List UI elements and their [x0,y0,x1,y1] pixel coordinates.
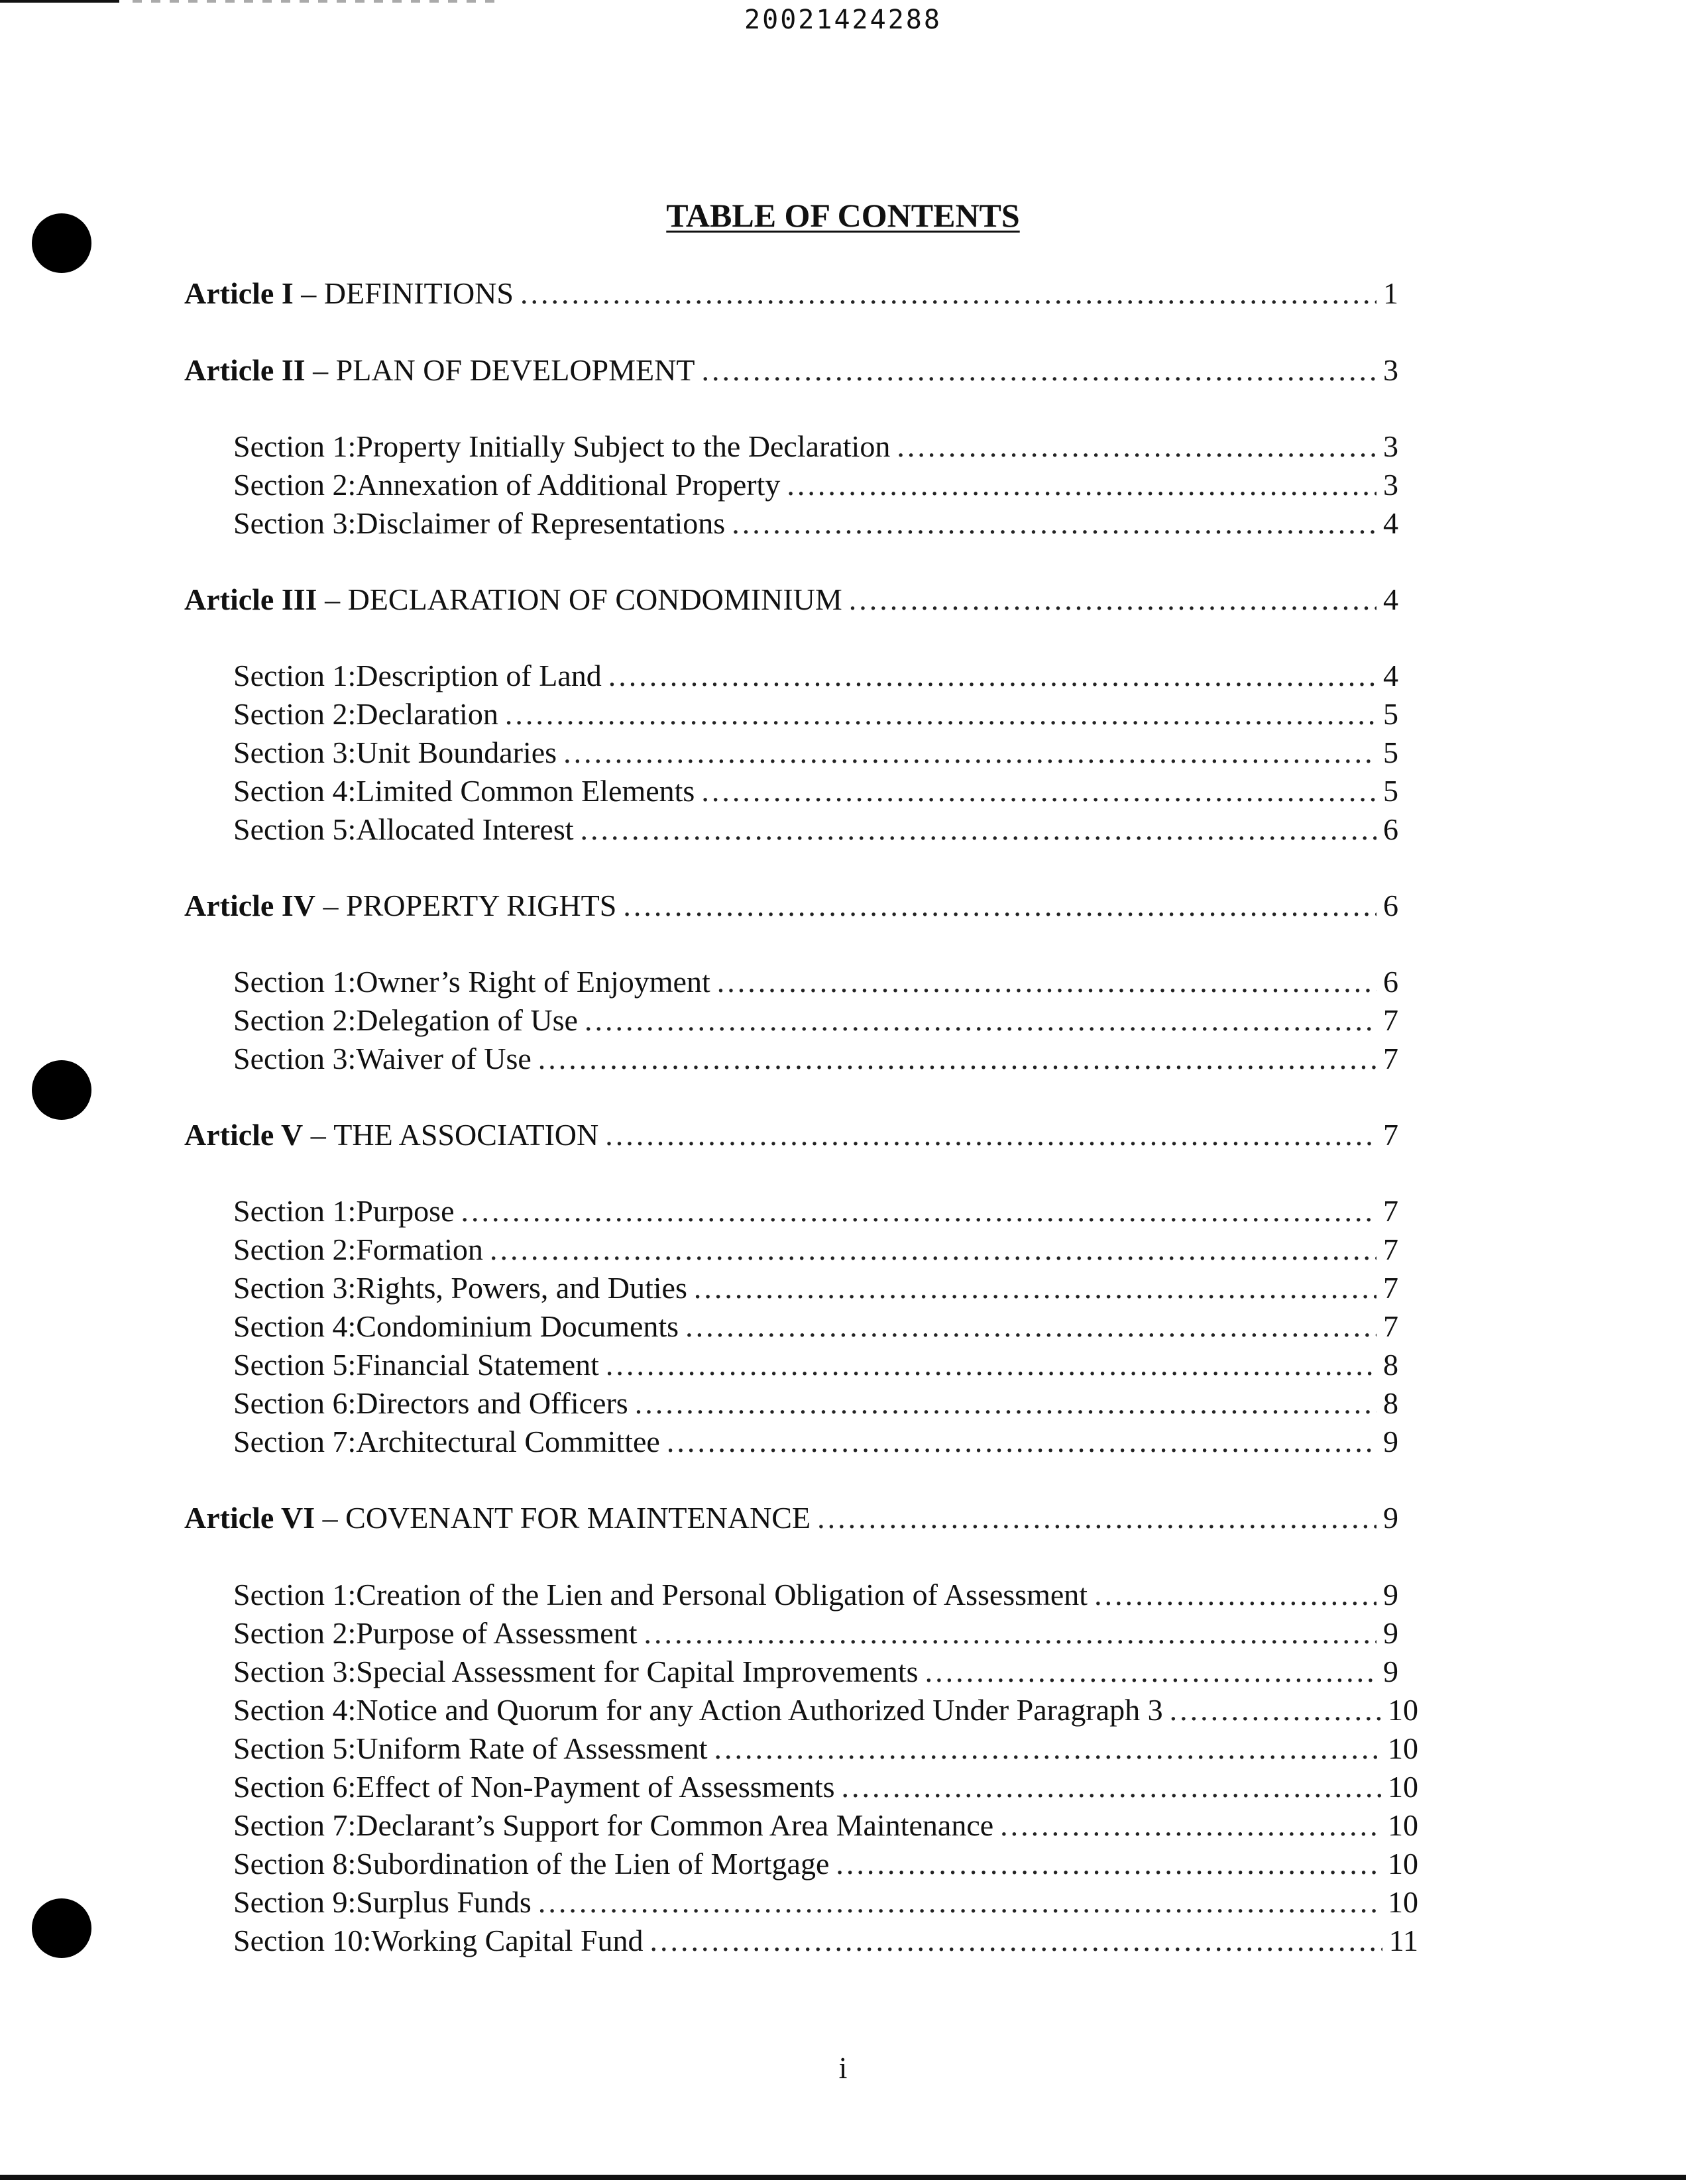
page-ref: 10 [1388,1770,1418,1804]
section-label: Section 1: [233,659,357,692]
article-number: Article III [184,582,317,616]
section-title: Disclaimer of Representations [356,506,726,540]
toc-section [233,1691,1418,1729]
document-id: 20021424288 [744,5,942,35]
section-title: Working Capital Fund [371,1924,644,1957]
section-label: Section 4: [233,1693,357,1727]
toc-section [233,1040,1398,1078]
dot-leader [817,1499,1377,1537]
toc-section [233,1845,1418,1883]
dot-leader [538,1883,1381,1922]
page-ref: 5 [1383,736,1398,769]
toc-section [233,1806,1418,1845]
page-ref: 7 [1383,1309,1398,1343]
dot-leader [685,1307,1377,1346]
section-label: Section 9: [233,1885,357,1919]
dot-leader [701,772,1377,810]
section-label: Section 2: [233,1003,357,1037]
toc-article-2 [184,351,1398,390]
section-title: Allocated Interest [356,812,574,846]
dash: – [315,1501,346,1535]
toc-section [233,1192,1398,1230]
page-ref: 3 [1383,429,1398,463]
dot-leader [925,1653,1377,1691]
toc-article-6 [184,1499,1398,1537]
dot-leader [608,657,1377,695]
section-label: Section 1: [233,1194,357,1228]
dot-leader [563,734,1377,772]
section-label: Section 1: [233,965,357,999]
dot-leader [714,1729,1381,1768]
section-label: Section 1: [233,429,357,463]
punch-hole [32,1898,91,1958]
toc-section [233,1768,1418,1806]
page-ref: 7 [1383,1118,1398,1152]
toc-article-3 [184,580,1398,619]
section-label: Section 7: [233,1425,357,1458]
section-label: Section 7: [233,1808,357,1842]
article-title: DECLARATION OF CONDOMINIUM [347,582,842,616]
toc-article-1 [184,274,1398,313]
dot-leader [490,1230,1377,1269]
toc-section [233,1230,1398,1269]
toc-section [233,1423,1398,1461]
section-title: Special Assessment for Capital Improvements [356,1655,919,1688]
page-ref: 8 [1383,1348,1398,1382]
dash: – [317,582,348,616]
section-title: Uniform Rate of Assessment [356,1731,708,1765]
page-ref: 6 [1383,812,1398,846]
section-title: Property Initially Subject to the Declaration [356,429,891,463]
dot-leader [581,810,1377,849]
section-title: Formation [356,1232,483,1266]
section-title: Declaration [356,697,498,731]
article-number: Article VI [184,1501,315,1535]
section-title: Purpose [356,1194,455,1228]
article-number: Article I [184,276,294,310]
section-title: Architectural Committee [356,1425,660,1458]
section-label: Section 1: [233,1578,357,1611]
dot-leader [787,466,1377,504]
section-label: Section 10: [233,1924,372,1957]
toc-section [233,466,1398,504]
dot-leader [849,580,1377,619]
dot-leader [694,1269,1377,1307]
toc-section [233,1384,1398,1423]
toc-section [233,963,1398,1001]
article-title: PROPERTY RIGHTS [345,889,617,922]
dot-leader [635,1384,1377,1423]
article-number: Article II [184,353,306,387]
section-title: Directors and Officers [356,1386,628,1420]
toc-section [233,657,1398,695]
section-label: Section 3: [233,736,357,769]
section-title: Financial Statement [356,1348,599,1382]
page-ref: 10 [1388,1808,1418,1842]
dot-leader [1170,1691,1381,1729]
dot-leader [717,963,1377,1001]
dot-leader [461,1192,1377,1230]
page-ref: 10 [1388,1693,1418,1727]
page-ref: 9 [1383,1578,1398,1611]
page-ref: 4 [1383,506,1398,540]
dash: – [305,353,336,387]
section-title: Subordination of the Lien of Mortgage [356,1847,830,1881]
page-ref: 10 [1388,1885,1418,1919]
toc-section [233,1576,1398,1614]
dot-leader [644,1614,1377,1653]
page-ref: 3 [1383,468,1398,502]
dot-leader [897,427,1377,466]
section-label: Section 5: [233,812,357,846]
section-label: Section 3: [233,1655,357,1688]
section-label: Section 2: [233,1616,357,1650]
dash: – [293,276,324,310]
section-label: Section 8: [233,1847,357,1881]
page-ref: 7 [1383,1003,1398,1037]
section-label: Section 3: [233,1271,357,1305]
page-ref: 9 [1383,1616,1398,1650]
dot-leader [836,1845,1381,1883]
page-ref: 4 [1383,659,1398,692]
dot-leader [1094,1576,1377,1614]
toc-section [233,810,1398,849]
toc-article-5 [184,1116,1398,1154]
section-label: Section 5: [233,1348,357,1382]
article-title: PLAN OF DEVELOPMENT [335,353,695,387]
section-title: Unit Boundaries [356,736,557,769]
toc-section [233,1653,1398,1691]
dot-leader [605,1116,1377,1154]
dot-leader [606,1346,1377,1384]
toc-section [233,1307,1398,1346]
article-title: COVENANT FOR MAINTENANCE [345,1501,811,1535]
toc-section [233,427,1398,466]
article-number: Article V [184,1118,304,1152]
section-title: Owner’s Right of Enjoyment [356,965,710,999]
section-label: Section 2: [233,697,357,731]
section-label: Section 2: [233,1232,357,1266]
dash: – [315,889,346,922]
page-ref: 10 [1388,1847,1418,1881]
page-ref: 4 [1383,582,1398,616]
dot-leader [701,351,1377,390]
toc-title: TABLE OF CONTENTS [666,197,1020,234]
article-number: Article IV [184,889,315,922]
toc-section [233,1922,1418,1960]
page-ref: 9 [1383,1425,1398,1458]
toc-section [233,1346,1398,1384]
page-ref: 9 [1383,1655,1398,1688]
toc-section [233,734,1398,772]
page-ref: 5 [1383,774,1398,808]
dot-leader [842,1768,1381,1806]
section-title: Condominium Documents [356,1309,679,1343]
dot-leader [650,1922,1382,1960]
section-title: Description of Land [356,659,602,692]
dot-leader [505,695,1377,734]
section-title: Creation of the Lien and Personal Obligation of Assessment [356,1578,1088,1611]
toc-section [233,504,1398,543]
page-number: i [838,2051,848,2085]
section-title: Notice and Quorum for any Action Authorized Under Paragraph 3 [356,1693,1163,1727]
dot-leader [585,1001,1377,1040]
page-ref: 6 [1383,965,1398,999]
section-label: Section 3: [233,1042,357,1075]
dot-leader [623,887,1377,925]
section-label: Section 4: [233,1309,357,1343]
toc-section [233,1883,1418,1922]
page-ref: 7 [1383,1194,1398,1228]
page-ref: 9 [1383,1501,1398,1535]
article-title: THE ASSOCIATION [333,1118,599,1152]
page-ref: 3 [1383,353,1398,387]
page-ref: 6 [1383,889,1398,922]
page-ref: 7 [1383,1042,1398,1075]
article-title: DEFINITIONS [323,276,514,310]
section-title: Surplus Funds [356,1885,532,1919]
toc-section [233,695,1398,734]
page-ref: 10 [1388,1731,1418,1765]
section-title: Effect of Non-Payment of Assessments [356,1770,835,1804]
dash: – [303,1118,334,1152]
page-ref: 5 [1383,697,1398,731]
section-title: Annexation of Additional Property [356,468,781,502]
section-label: Section 6: [233,1386,357,1420]
section-title: Rights, Powers, and Duties [356,1271,687,1305]
toc-section [233,1001,1398,1040]
dot-leader [520,274,1377,313]
toc-section [233,1269,1398,1307]
toc-section [233,1729,1418,1768]
bottom-edge-rule [0,2175,1686,2180]
section-label: Section 2: [233,468,357,502]
punch-hole [32,1060,91,1120]
section-title: Delegation of Use [356,1003,578,1037]
toc-section [233,1614,1398,1653]
page-ref: 7 [1383,1232,1398,1266]
section-label: Section 5: [233,1731,357,1765]
dot-leader [538,1040,1377,1078]
dot-leader [667,1423,1377,1461]
page-ref: 8 [1383,1386,1398,1420]
dot-leader [732,504,1377,543]
section-title: Declarant’s Support for Common Area Maintenance [356,1808,994,1842]
toc-section [233,772,1398,810]
section-title: Purpose of Assessment [356,1616,638,1650]
page-ref: 7 [1383,1271,1398,1305]
section-title: Limited Common Elements [356,774,695,808]
section-label: Section 3: [233,506,357,540]
toc-article-4 [184,887,1398,925]
section-title: Waiver of Use [356,1042,532,1075]
dot-leader [1000,1806,1381,1845]
page-ref: 1 [1383,276,1398,310]
section-label: Section 4: [233,774,357,808]
section-label: Section 6: [233,1770,357,1804]
page-ref: 11 [1388,1924,1418,1957]
